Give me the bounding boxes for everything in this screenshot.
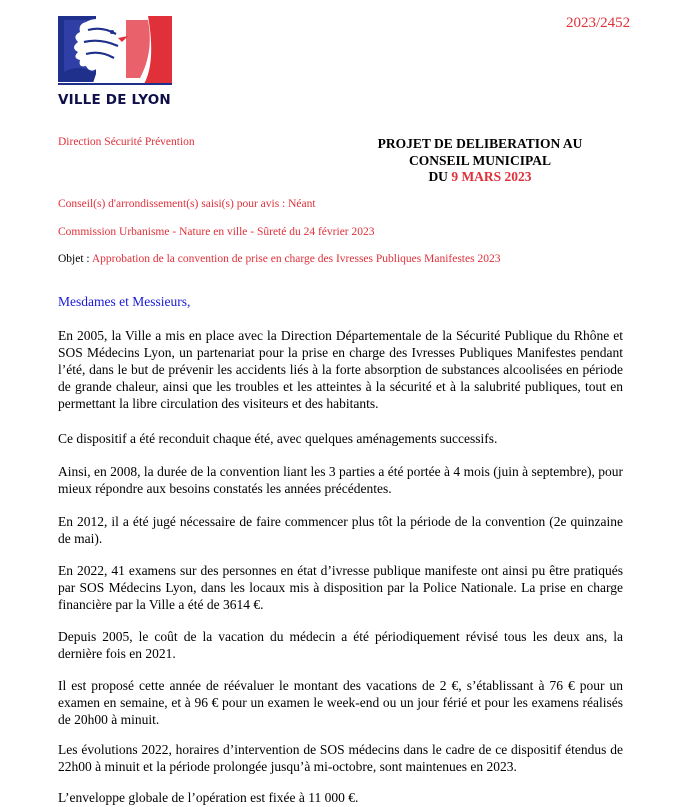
paragraph: En 2012, il a été jugé nécessaire de faire commencer plus tôt la période de la convention (2e quinzaine de mai). xyxy=(58,514,623,546)
title-date: 9 MARS 2023 xyxy=(451,169,532,184)
paragraph: Depuis 2005, le coût de la vacation du médecin a été périodiquement révisé tous les deux ans, la dernière fois en 2021. xyxy=(58,629,623,661)
paragraph: En 2022, 41 examens sur des personnes en état d’ivresse publique manifeste ont ainsi pu être pratiqués par SOS Médecins Lyon, dans les locaux mis à disposition par la Police Nationale. La prise en charge financière par la Ville a été de 3614 €. xyxy=(58,563,623,612)
paragraph: Les évolutions 2022, horaires d’intervention de SOS médecins dans le cadre de ce dispositif étendus de 22h00 à minuit et la période prolongée jusqu’à mi-octobre, sont maintenues en 2023. xyxy=(58,742,623,774)
paragraph: Ainsi, en 2008, la durée de la convention liant les 3 parties a été portée à 4 mois (juin à septembre), pour mieux répondre aux besoins constatés les années précédentes. xyxy=(58,464,623,496)
objet-line xyxy=(58,253,500,265)
direction-label: Direction Sécurité Prévention xyxy=(58,136,195,148)
paragraph: Il est proposé cette année de réévaluer le montant des vacations de 2 €, s’établissant à 76 € pour un examen en semaine, et à 96 € pour un examen le week-end ou un jour férié et pour les examens réalisés de 20h00 à minuit. xyxy=(58,678,623,727)
title-line-1: PROJET DE DELIBERATION AU xyxy=(377,136,583,151)
title-date-prefix: DU xyxy=(428,169,452,184)
title-line-3 xyxy=(360,169,600,186)
title-line-2: CONSEIL MUNICIPAL xyxy=(409,152,551,168)
paragraph: L’enveloppe globale de l’opération est fixée à 11 000 €. xyxy=(58,790,359,805)
conseil-arrondissement: Conseil(s) d'arrondissement(s) saisi(s) pour avis : Néant xyxy=(58,198,316,210)
deliberation-reference: 2023/2452 xyxy=(566,15,631,31)
commission-line: Commission Urbanisme - Nature en ville - Sûreté du 24 février 2023 xyxy=(58,226,375,238)
salutation: Mesdames et Messieurs, xyxy=(58,294,191,309)
paragraph: Ce dispositif a été reconduit chaque été, avec quelques aménagements successifs. xyxy=(58,431,498,446)
objet-value: Approbation de la convention de prise en charge des Ivresses Publiques Manifestes 2023 xyxy=(91,253,501,265)
logo-text: VILLE DE LYON xyxy=(58,92,171,108)
paragraph: En 2005, la Ville a mis en place avec la Direction Départementale de la Sécurité Publique du Rhône et SOS Médecins Lyon, un partenariat pour la prise en charge des Ivresses Publiques Manifestes pendant l’été, dans le but de prévenir les accidents liés à la forte absorption de substances alcoolisées en période de grande chaleur, ainsi que les troubles et les atteintes à la sécurité et à la salubrité publiques, tout en permettant la libre circulation des visiteurs et des habitants. xyxy=(58,328,623,411)
objet-label: Objet : xyxy=(58,253,92,265)
document-title xyxy=(360,136,600,186)
